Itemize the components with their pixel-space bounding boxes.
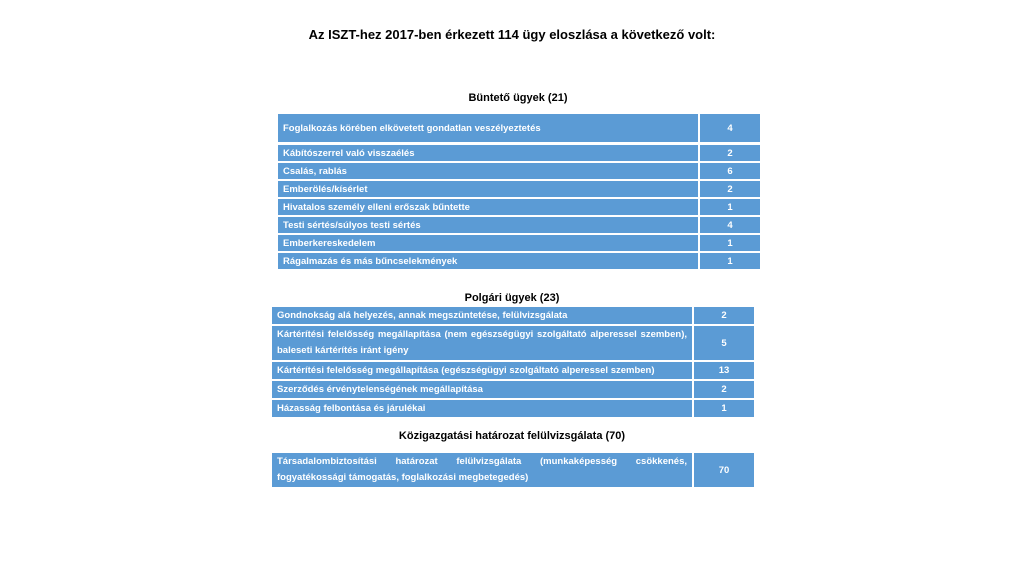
table-row bbox=[271, 399, 755, 418]
table-row bbox=[277, 180, 761, 198]
case-count: 1 bbox=[699, 234, 761, 252]
table-row bbox=[271, 361, 755, 380]
case-count: 2 bbox=[693, 306, 755, 325]
case-count: 13 bbox=[693, 361, 755, 380]
case-count: 70 bbox=[693, 452, 755, 488]
table-row bbox=[277, 252, 761, 270]
table-row bbox=[271, 380, 755, 399]
case-count: 6 bbox=[699, 162, 761, 180]
administrative-table bbox=[270, 451, 756, 489]
case-label: Emberkereskedelem bbox=[277, 234, 699, 252]
case-count: 4 bbox=[699, 216, 761, 234]
case-label: Testi sértés/súlyos testi sértés bbox=[277, 216, 699, 234]
criminal-table bbox=[276, 143, 762, 271]
case-label: Szerződés érvénytelenségének megállapítása bbox=[271, 380, 693, 399]
table-row bbox=[277, 162, 761, 180]
case-count: 2 bbox=[699, 180, 761, 198]
criminal-first-table bbox=[276, 112, 762, 144]
table-row bbox=[271, 306, 755, 325]
case-label: Foglalkozás körében elkövetett gondatlan veszélyeztetés bbox=[277, 113, 699, 143]
case-label: Emberölés/kísérlet bbox=[277, 180, 699, 198]
case-label: Kábítószerrel való visszaélés bbox=[277, 144, 699, 162]
criminal-heading: Büntető ügyek (21) bbox=[468, 92, 568, 104]
case-label: Kártérítési felelősség megállapítása (egészségügyi szolgáltató alperessel szemben) bbox=[271, 361, 693, 380]
case-count: 2 bbox=[693, 380, 755, 399]
case-label: Gondnokság alá helyezés, annak megszüntetése, felülvizsgálata bbox=[271, 306, 693, 325]
table-row bbox=[277, 216, 761, 234]
case-label: Társadalombiztosítási határozat felülvizsgálata (munkaképesség csökkenés, fogyatékossági támogatás, foglalkozási megbetegedés) bbox=[271, 452, 693, 488]
table-row bbox=[277, 234, 761, 252]
table-row bbox=[277, 113, 761, 143]
case-count: 4 bbox=[699, 113, 761, 143]
civil-table bbox=[270, 305, 756, 419]
civil-heading: Polgári ügyek (23) bbox=[464, 292, 560, 304]
case-label: Kártérítési felelősség megállapítása (nem egészségügyi szolgáltató alperessel szemben), baleseti kártérítés iránt igény bbox=[271, 325, 693, 361]
case-count: 1 bbox=[693, 399, 755, 418]
case-label: Csalás, rablás bbox=[277, 162, 699, 180]
case-label: Hivatalos személy elleni erőszak bűntette bbox=[277, 198, 699, 216]
table-row bbox=[277, 198, 761, 216]
case-label: Házasság felbontása és járulékai bbox=[271, 399, 693, 418]
administrative-heading: Közigazgatási határozat felülvizsgálata (70) bbox=[398, 430, 626, 442]
case-count: 1 bbox=[699, 252, 761, 270]
table-row bbox=[271, 325, 755, 361]
case-label: Rágalmazás és más bűncselekmények bbox=[277, 252, 699, 270]
case-count: 1 bbox=[699, 198, 761, 216]
table-row bbox=[271, 452, 755, 488]
page-title: Az ISZT-hez 2017-ben érkezett 114 ügy eloszlása a következő volt: bbox=[308, 27, 716, 42]
case-count: 2 bbox=[699, 144, 761, 162]
case-count: 5 bbox=[693, 325, 755, 361]
table-row bbox=[277, 144, 761, 162]
